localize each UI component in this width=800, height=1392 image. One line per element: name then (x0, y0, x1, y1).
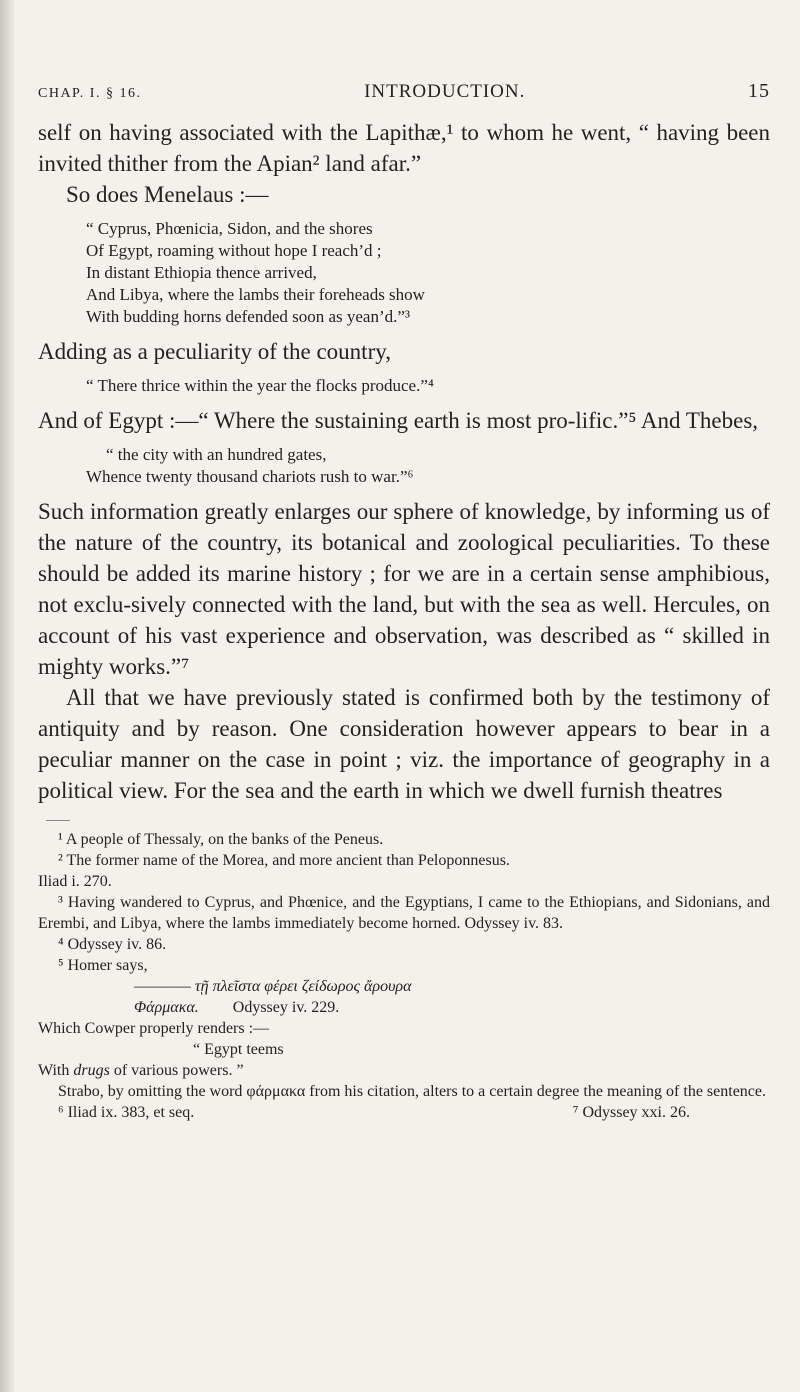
quote-emphasis: drugs (73, 1062, 110, 1079)
footnotes (38, 829, 770, 1123)
verse-line: Whence twenty thousand chariots rush to war.”⁶ (86, 467, 414, 486)
footnote-5-quote-2 (38, 1060, 770, 1081)
verse-line: Of Egypt, roaming without hope I reach’d ; (86, 241, 382, 260)
quote-text: of various powers. ” (109, 1062, 244, 1079)
footnote-6: ⁶ Iliad ix. 383, et seq. (58, 1104, 195, 1121)
book-page (38, 80, 770, 1123)
footnote-5-greek-line-2 (134, 997, 770, 1018)
footnote-5-strabo: Strabo, by omitting the word φάρμακα from his citation, alters to a certain degree the meaning of the sentence. (58, 1083, 766, 1100)
verse-quote-2 (86, 375, 770, 397)
verse-line: With budding horns defended soon as yean’d.”³ (86, 307, 411, 326)
body-paragraph-3: Adding as a peculiarity of the country, (38, 339, 391, 364)
verse-line: “ Cyprus, Phœnicia, Sidon, and the shores (86, 219, 373, 238)
body-paragraph-1: self on having associated with the Lapithæ,¹ to whom he went, “ having been invited thither from the Apian² land afar.” (38, 120, 770, 176)
footnote-2: ² The former name of the Morea, and more ancient than Peloponnesus. (58, 852, 510, 869)
verse-quote-1 (86, 218, 770, 328)
body-paragraph-6: All that we have previously stated is confirmed both by the testimony of antiquity and by reason. One consideration however appears to bear in a peculiar manner on the case in point ; viz. the importance of geography in a political view. For the sea and the earth in which we dwell furnish theatres (38, 685, 770, 803)
footnote-3: ³ Having wandered to Cyprus, and Phœnice, and the Egyptians, I came to the Ethiopians, and Sidonians, and Erembi, and Libya, where the lambs immediately become horned. Odyssey iv. 83. (38, 894, 770, 932)
verse-quote-3 (86, 444, 770, 488)
page-number: 15 (747, 80, 770, 102)
footnote-divider (46, 820, 70, 821)
footnote-4: ⁴ Odyssey iv. 86. (58, 936, 167, 953)
verse-line: In distant Ethiopia thence arrived, (86, 263, 317, 282)
body-paragraph-4: And of Egypt :—“ Where the sustaining earth is most pro-lific.”⁵ And Thebes, (38, 408, 759, 433)
running-title: INTRODUCTION. (364, 81, 526, 102)
page-gutter (0, 0, 14, 1392)
body-paragraph-2: So does Menelaus :— (66, 182, 269, 207)
verse-line: “ the city with an hundred gates, (106, 445, 327, 464)
footnote-5-quote-1: “ Egypt teems (193, 1041, 284, 1058)
footnote-1: ¹ A people of Thessaly, on the banks of the Peneus. (58, 831, 384, 848)
running-header (38, 80, 770, 103)
footnote-5-cowper: Which Cowper properly renders :— (38, 1020, 270, 1037)
footnote-5-reference: Odyssey iv. 229. (232, 999, 340, 1016)
verse-line: And Libya, where the lambs their foreheads show (86, 285, 425, 304)
chapter-reference: CHAP. I. § 16. (38, 86, 142, 101)
footnote-5: ⁵ Homer says, (58, 957, 148, 974)
footnote-2-ref: Iliad i. 270. (38, 873, 112, 890)
footnote-5-greek-line: ———— τῇ πλεῖστα φέρει ζείδωρος ἄρουρα (134, 978, 412, 995)
greek-word: Φάρμακα. (134, 999, 199, 1016)
verse-line: “ There thrice within the year the flocks produce.”⁴ (86, 376, 434, 395)
footnote-7: ⁷ Odyssey xxi. 26. (572, 1104, 690, 1121)
body-paragraph-5: Such information greatly enlarges our sphere of knowledge, by informing us of the nature of the country, its botanical and zoological peculiarities. To these should be added its marine history ; for we are in a certain sense amphibious, not exclu-sively connected with the land, but with the sea as well. Hercules, on account of his vast experience and observation, was described as “ skilled in mighty works.”⁷ (38, 499, 770, 679)
quote-text: With (38, 1062, 74, 1079)
footnote-row-6-7 (38, 1102, 770, 1123)
